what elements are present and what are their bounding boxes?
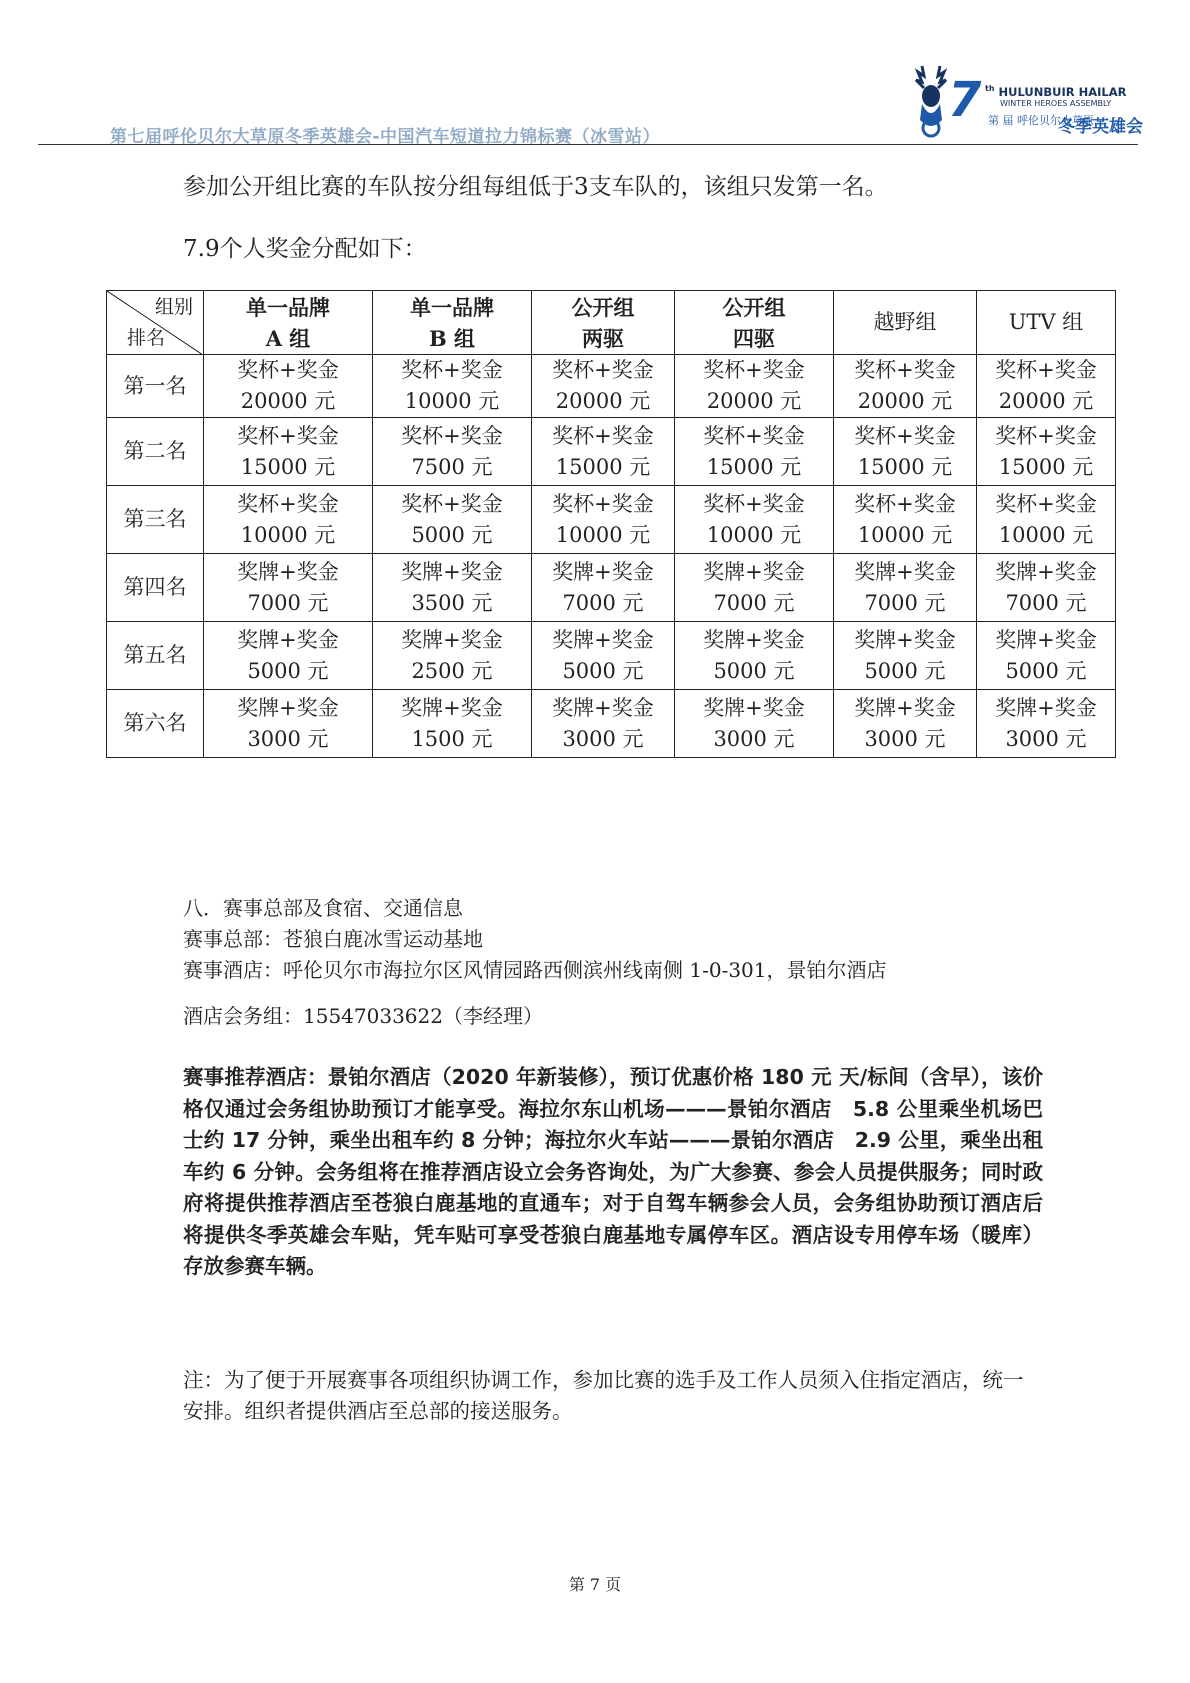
amount-text: 20000 元 — [998, 389, 1094, 413]
prize-cell — [977, 418, 1116, 486]
column-header — [204, 291, 373, 355]
prize-cell — [675, 355, 834, 418]
amount-text: 15000 元 — [998, 454, 1094, 479]
table-row — [107, 355, 1116, 418]
award-text: 奖杯+奖金 — [552, 491, 654, 516]
amount-text: 15000 元 — [240, 454, 336, 479]
column-header-line1: 单一品牌 — [246, 294, 330, 320]
table-row — [107, 486, 1116, 554]
award-text: 奖杯+奖金 — [703, 423, 805, 448]
rank-cell: 第二名 — [107, 418, 204, 486]
amount-text: 7000 元 — [562, 590, 644, 615]
prize-cell — [834, 418, 977, 486]
award-text: 奖牌+奖金 — [995, 559, 1097, 584]
column-header-line2: 四驱 — [733, 325, 775, 351]
amount-text: 20000 元 — [706, 389, 802, 413]
award-text: 奖牌+奖金 — [703, 627, 805, 652]
amount-text: 2500 元 — [411, 658, 493, 683]
prize-cell — [204, 690, 373, 758]
amount-text: 7000 元 — [864, 590, 946, 615]
hq-line: 赛事总部：苍狼白鹿冰雪运动基地 — [183, 927, 483, 951]
amount-text: 15000 元 — [706, 454, 802, 479]
table-row — [107, 554, 1116, 622]
prize-cell — [834, 622, 977, 690]
prize-cell — [373, 418, 532, 486]
prize-cell — [532, 622, 675, 690]
prize-cell — [977, 690, 1116, 758]
prize-cell — [977, 622, 1116, 690]
amount-text: 15000 元 — [857, 454, 953, 479]
table-row — [107, 622, 1116, 690]
amount-text: 7000 元 — [1005, 590, 1087, 615]
table-row — [107, 418, 1116, 486]
amount-text: 3500 元 — [411, 590, 493, 615]
award-text: 奖杯+奖金 — [995, 423, 1097, 448]
award-text: 奖杯+奖金 — [237, 423, 339, 448]
award-text: 奖杯+奖金 — [552, 358, 654, 382]
column-header — [373, 291, 532, 355]
amount-text: 10000 元 — [404, 389, 500, 413]
award-text: 奖杯+奖金 — [552, 423, 654, 448]
award-text: 奖杯+奖金 — [703, 358, 805, 382]
award-text: 奖杯+奖金 — [237, 358, 339, 382]
prize-cell — [373, 690, 532, 758]
prize-cell — [675, 690, 834, 758]
section-heading: 7.9个人奖金分配如下： — [183, 236, 427, 262]
amount-text: 7500 元 — [411, 454, 493, 479]
prize-cell — [977, 355, 1116, 418]
page-header — [38, 62, 1143, 147]
award-text: 奖杯+奖金 — [401, 358, 503, 382]
prize-cell — [532, 355, 675, 418]
amount-text: 3000 元 — [247, 726, 329, 751]
column-header-line2: A 组 — [265, 325, 311, 351]
logo-chinese-big: 冬季英雄会 — [1058, 117, 1143, 137]
award-text: 奖杯+奖金 — [237, 491, 339, 516]
amount-text: 3000 元 — [713, 726, 795, 751]
award-text: 奖牌+奖金 — [995, 695, 1097, 720]
award-text: 奖牌+奖金 — [703, 559, 805, 584]
prize-cell — [373, 554, 532, 622]
rank-cell: 第三名 — [107, 486, 204, 554]
award-text: 奖杯+奖金 — [401, 423, 503, 448]
award-text: 奖牌+奖金 — [552, 695, 654, 720]
corner-top-label: 组别 — [154, 296, 193, 318]
amount-text: 20000 元 — [555, 389, 651, 413]
prize-cell — [532, 690, 675, 758]
table-row — [107, 690, 1116, 758]
amount-text: 20000 元 — [857, 389, 953, 413]
prize-cell — [204, 355, 373, 418]
page-footer: 第 7 页 — [568, 1575, 622, 1594]
award-text: 奖牌+奖金 — [854, 559, 956, 584]
corner-cell — [107, 291, 204, 355]
amount-text: 10000 元 — [706, 522, 802, 547]
amount-text: 5000 元 — [713, 658, 795, 683]
prize-cell — [675, 486, 834, 554]
rank-cell: 第一名 — [107, 355, 204, 418]
award-text: 奖牌+奖金 — [854, 627, 956, 652]
prize-cell — [675, 418, 834, 486]
contact-line: 酒店会务组：15547033622（李经理） — [183, 1004, 543, 1028]
prize-cell — [204, 418, 373, 486]
prize-cell — [675, 554, 834, 622]
amount-text: 1500 元 — [411, 726, 493, 751]
hotel-line: 赛事酒店：呼伦贝尔市海拉尔区风情园路西侧滨州线南侧 1-0-301，景铂尔酒店 — [183, 958, 887, 982]
amount-text: 10000 元 — [857, 522, 953, 547]
column-header-line1: 越野组 — [873, 310, 937, 334]
award-text: 奖杯+奖金 — [995, 358, 1097, 382]
prize-cell — [373, 622, 532, 690]
prize-cell — [532, 418, 675, 486]
amount-text: 20000 元 — [240, 389, 336, 413]
logo-number: 7 — [948, 72, 982, 128]
prize-cell — [532, 486, 675, 554]
award-text: 奖杯+奖金 — [703, 491, 805, 516]
column-header — [675, 291, 834, 355]
column-header-line1: 公开组 — [722, 294, 786, 320]
prize-cell — [373, 486, 532, 554]
award-text: 奖杯+奖金 — [995, 491, 1097, 516]
amount-text: 5000 元 — [1005, 658, 1087, 683]
prize-cell — [204, 486, 373, 554]
rank-cell: 第四名 — [107, 554, 204, 622]
column-header-line2: 两驱 — [582, 325, 624, 351]
recommend-paragraph: 赛事推荐酒店：景铂尔酒店（2020 年新装修），预订优惠价格 180 元 天/标间（含早），该价格仅通过会务组协助预订才能享受。海拉尔东山机场———景铂尔酒店 5.8 公里乘坐机场巴士约 17 分钟，乘坐出租车约 8 分钟；海拉尔火车站———景铂尔酒店 2.9 公里，乘坐出租车约 6 分钟。会务组将在推荐酒店设立会务咨询处，为广大参赛、参会人员提供服务；同时政府将提供推荐酒店至苍狼白鹿基地的直通车；对于自驾车辆参会人员，会务组协助预订酒店后将提供冬季英雄会车贴，凭车贴可享受苍狼白鹿基地专属停车区。酒店设专用停车场（暖库）存放参赛车辆。 — [183, 1065, 1043, 1278]
corner-bottom-label: 排名 — [127, 327, 166, 349]
award-text: 奖牌+奖金 — [401, 559, 503, 584]
prize-table — [106, 290, 1116, 758]
award-text: 奖牌+奖金 — [854, 695, 956, 720]
amount-text: 7000 元 — [713, 590, 795, 615]
column-header — [532, 291, 675, 355]
award-text: 奖牌+奖金 — [552, 559, 654, 584]
amount-text: 10000 元 — [240, 522, 336, 547]
award-text: 奖杯+奖金 — [854, 491, 956, 516]
header-divider — [38, 144, 1138, 145]
event-logo — [900, 62, 1143, 142]
award-text: 奖杯+奖金 — [854, 423, 956, 448]
header-title: 第七届呼伦贝尔大草原冬季英雄会-中国汽车短道拉力锦标赛（冰雪站） — [110, 127, 661, 147]
rank-cell: 第五名 — [107, 622, 204, 690]
prize-cell — [834, 554, 977, 622]
logo-chinese-small: 第 届 呼伦贝尔大草原 — [988, 114, 1094, 127]
column-header — [834, 291, 977, 355]
prize-cell — [834, 486, 977, 554]
intro-line: 参加公开组比赛的车队按分组每组低于3支车队的，该组只发第一名。 — [183, 174, 888, 200]
award-text: 奖牌+奖金 — [552, 627, 654, 652]
prize-cell — [834, 355, 977, 418]
award-text: 奖杯+奖金 — [854, 358, 956, 382]
prize-cell — [532, 554, 675, 622]
amount-text: 3000 元 — [864, 726, 946, 751]
amount-text: 5000 元 — [411, 522, 493, 547]
prize-cell — [204, 554, 373, 622]
amount-text: 5000 元 — [247, 658, 329, 683]
award-text: 奖杯+奖金 — [401, 491, 503, 516]
column-header — [977, 291, 1116, 355]
amount-text: 15000 元 — [555, 454, 651, 479]
column-header-line1: 公开组 — [571, 294, 635, 320]
amount-text: 5000 元 — [562, 658, 644, 683]
award-text: 奖牌+奖金 — [703, 695, 805, 720]
prize-cell — [977, 486, 1116, 554]
prize-cell — [977, 554, 1116, 622]
amount-text: 10000 元 — [998, 522, 1094, 547]
award-text: 奖牌+奖金 — [237, 695, 339, 720]
amount-text: 7000 元 — [247, 590, 329, 615]
amount-text: 3000 元 — [562, 726, 644, 751]
logo-english-line2: WINTER HEROES ASSEMBLY — [1000, 99, 1112, 108]
logo-english-line1: $^{th}$ HULUNBUIR HAILAR — [985, 84, 1127, 99]
prize-cell — [834, 690, 977, 758]
amount-text: 3000 元 — [1005, 726, 1087, 751]
table-header-row — [107, 291, 1116, 355]
award-text: 奖牌+奖金 — [401, 695, 503, 720]
column-header-line1: UTV 组 — [1008, 310, 1084, 334]
award-text: 奖牌+奖金 — [237, 559, 339, 584]
award-text: 奖牌+奖金 — [237, 627, 339, 652]
amount-text: 5000 元 — [864, 658, 946, 683]
section8-heading: 八．赛事总部及食宿、交通信息 — [183, 896, 463, 920]
amount-text: 10000 元 — [555, 522, 651, 547]
column-header-line2: B 组 — [428, 325, 476, 351]
prize-cell — [373, 355, 532, 418]
prize-cell — [204, 622, 373, 690]
column-header-line1: 单一品牌 — [410, 294, 494, 320]
note-paragraph: 注：为了便于开展赛事各项组织协调工作，参加比赛的选手及工作人员须入住指定酒店，统一安排。组织者提供酒店至总部的接送服务。 — [183, 1368, 1024, 1423]
award-text: 奖牌+奖金 — [401, 627, 503, 652]
rank-cell: 第六名 — [107, 690, 204, 758]
award-text: 奖牌+奖金 — [995, 627, 1097, 652]
prize-cell — [675, 622, 834, 690]
